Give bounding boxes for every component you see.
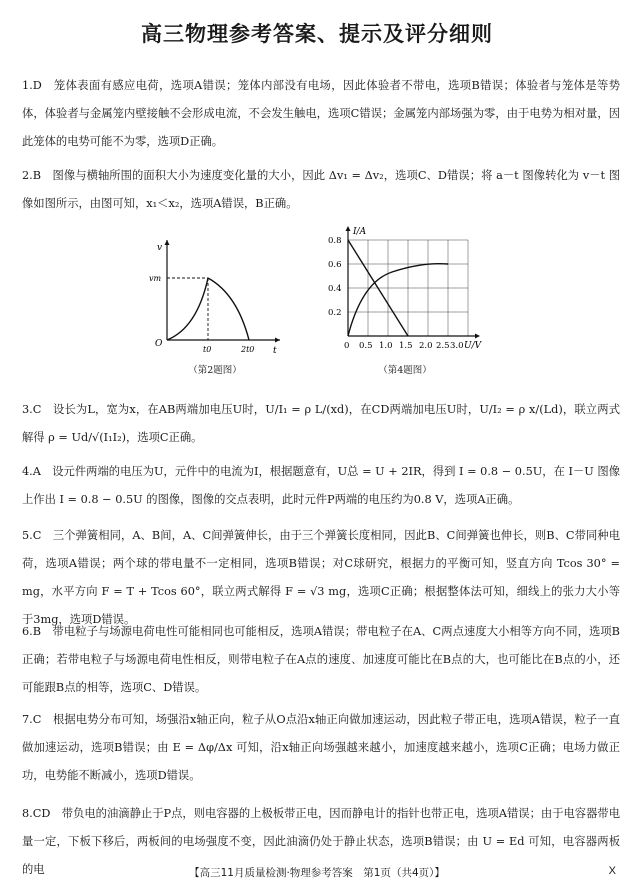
answer-item-5: 5.C 三个弹簧相同，A、B间，A、C间弹簧伸长，由于三个弹簧长度相同，因此B、C间弹簧也伸长，则B、C带同种电荷，选项A错误；两个球的带电量不一定相同，选项B错误；对C球研究，根据力的平衡可知，竖直方向 Tcos 30° = mg，水平方向 F = T + Tcos 60°，联立两式解得 F = √3 mg，选项C正确；根据整体法可知，细线上的张力大小等于3mg，选项D错误。: [22, 529, 620, 626]
answer-item-4: 4.A 设元件两端的电压为U，元件中的电流为I，根据题意有，U总 = U + 2IR，得到 I = 0.8 − 0.5U，在 I－U 图像上作出 I = 0.8 − 0.5U 的图像，图像的交点表明，此时元件P两端的电压约为0.8 V，选项A正确。: [22, 465, 620, 506]
fig4-xtick: 2.0: [419, 341, 433, 351]
answer-item-3: 3.C 设长为L，宽为x，在AB两端加电压U时，U/I₁ = ρ L/(xd)，在CD两端加电压U时，U/I₂ = ρ x/(Ld)，联立两式解得 ρ = Ud/√(I₁I₂)，选项C正确。: [22, 403, 620, 444]
page-footer: 【高三11月质量检测·物理参考答案 第1页（共4页）】: [189, 867, 445, 879]
fig4-xtick: 3.0: [450, 341, 464, 351]
fig4-xtick: 1.5: [399, 341, 413, 351]
fig4-ytick: 0.8: [328, 236, 342, 246]
fig2-t0-label: t0: [203, 345, 212, 354]
figure-2-caption: （第2题图）: [188, 365, 242, 376]
fig4-xtick: 1.0: [379, 341, 393, 351]
fig4-xtick: 2.5: [436, 341, 450, 351]
answer-item-6: 6.B 带电粒子与场源电荷电性可能相同也可能相反，选项A错误；带电粒子在A、C两点速度大小相等方向不同，选项B正确；若带电粒子与场源电荷电性相反，则带电粒子在A点的速度、加速度可能比在B点的大，也可能比在B点的小，还可能跟B点的相等，选项C、D错误。: [22, 625, 620, 694]
answer-item-1: 1.D 笼体表面有感应电荷，选项A错误；笼体内部没有电场，因此体验者不带电，选项B错误；体验者与笼体是等势体，体验者与金属笼内壁接触不会形成电流，不会发生触电，选项C错误；金属笼内部场强为零，由于电势为相对量，因此笼体的电势可能不为零，选项D正确。: [22, 79, 620, 148]
fig4-xlabel: U/V: [464, 341, 482, 351]
fig4-ylabel: I/A: [353, 227, 367, 237]
fig2-axis-t: t: [273, 346, 277, 356]
fig4-xtick: 0.5: [359, 341, 373, 351]
fig4-ytick: 0.4: [328, 284, 342, 294]
corner-mark: X: [608, 865, 616, 877]
page-title: 高三物理参考答案、提示及评分细则: [141, 22, 493, 46]
fig2-axis-v: v: [157, 243, 163, 253]
answer-item-7: 7.C 根据电势分布可知，场强沿x轴正向，粒子从O点沿x轴正向做加速运动，因此粒子带正电，选项A错误，粒子一直做加速运动，选项B错误；由 E = Δφ/Δx 可知，沿x轴正向场强越来越小，加速度越来越小，选项C正确；电场力做正功，电势能不断减小，选项D错误。: [22, 713, 620, 782]
fig2-vm-label: vm: [149, 274, 162, 283]
fig4-xtick: 0: [344, 341, 350, 351]
answer-item-8: 8.CD 带负电的油滴静止于P点，则电容器的上极板带正电，因而静电计的指针也带正电，选项A错误；由于电容器带电量一定，下板下移后，两板间的电场强度不变，因此油滴仍处于静止状态，选项B错误；由 U = Ed 可知，电容器两板的电: [22, 807, 620, 876]
fig2-2t0-label: 2t0: [241, 345, 255, 354]
answer-item-2: 2.B 图像与横轴所围的面积大小为速度变化量的大小，因此 Δv₁ = Δv₂，选项C、D错误；将 a－t 图像转化为 v－t 图像如图所示，由图可知，x₁＜x₂，选项A错误，B正确。: [22, 169, 620, 210]
fig4-ytick: 0.2: [328, 308, 342, 318]
fig2-origin: O: [155, 339, 163, 349]
figure-4-caption: （第4题图）: [378, 365, 432, 376]
figure-4-iu-graph: [322, 222, 492, 357]
fig4-ytick: 0.6: [328, 260, 342, 270]
figure-2-vt-graph: [145, 236, 285, 356]
